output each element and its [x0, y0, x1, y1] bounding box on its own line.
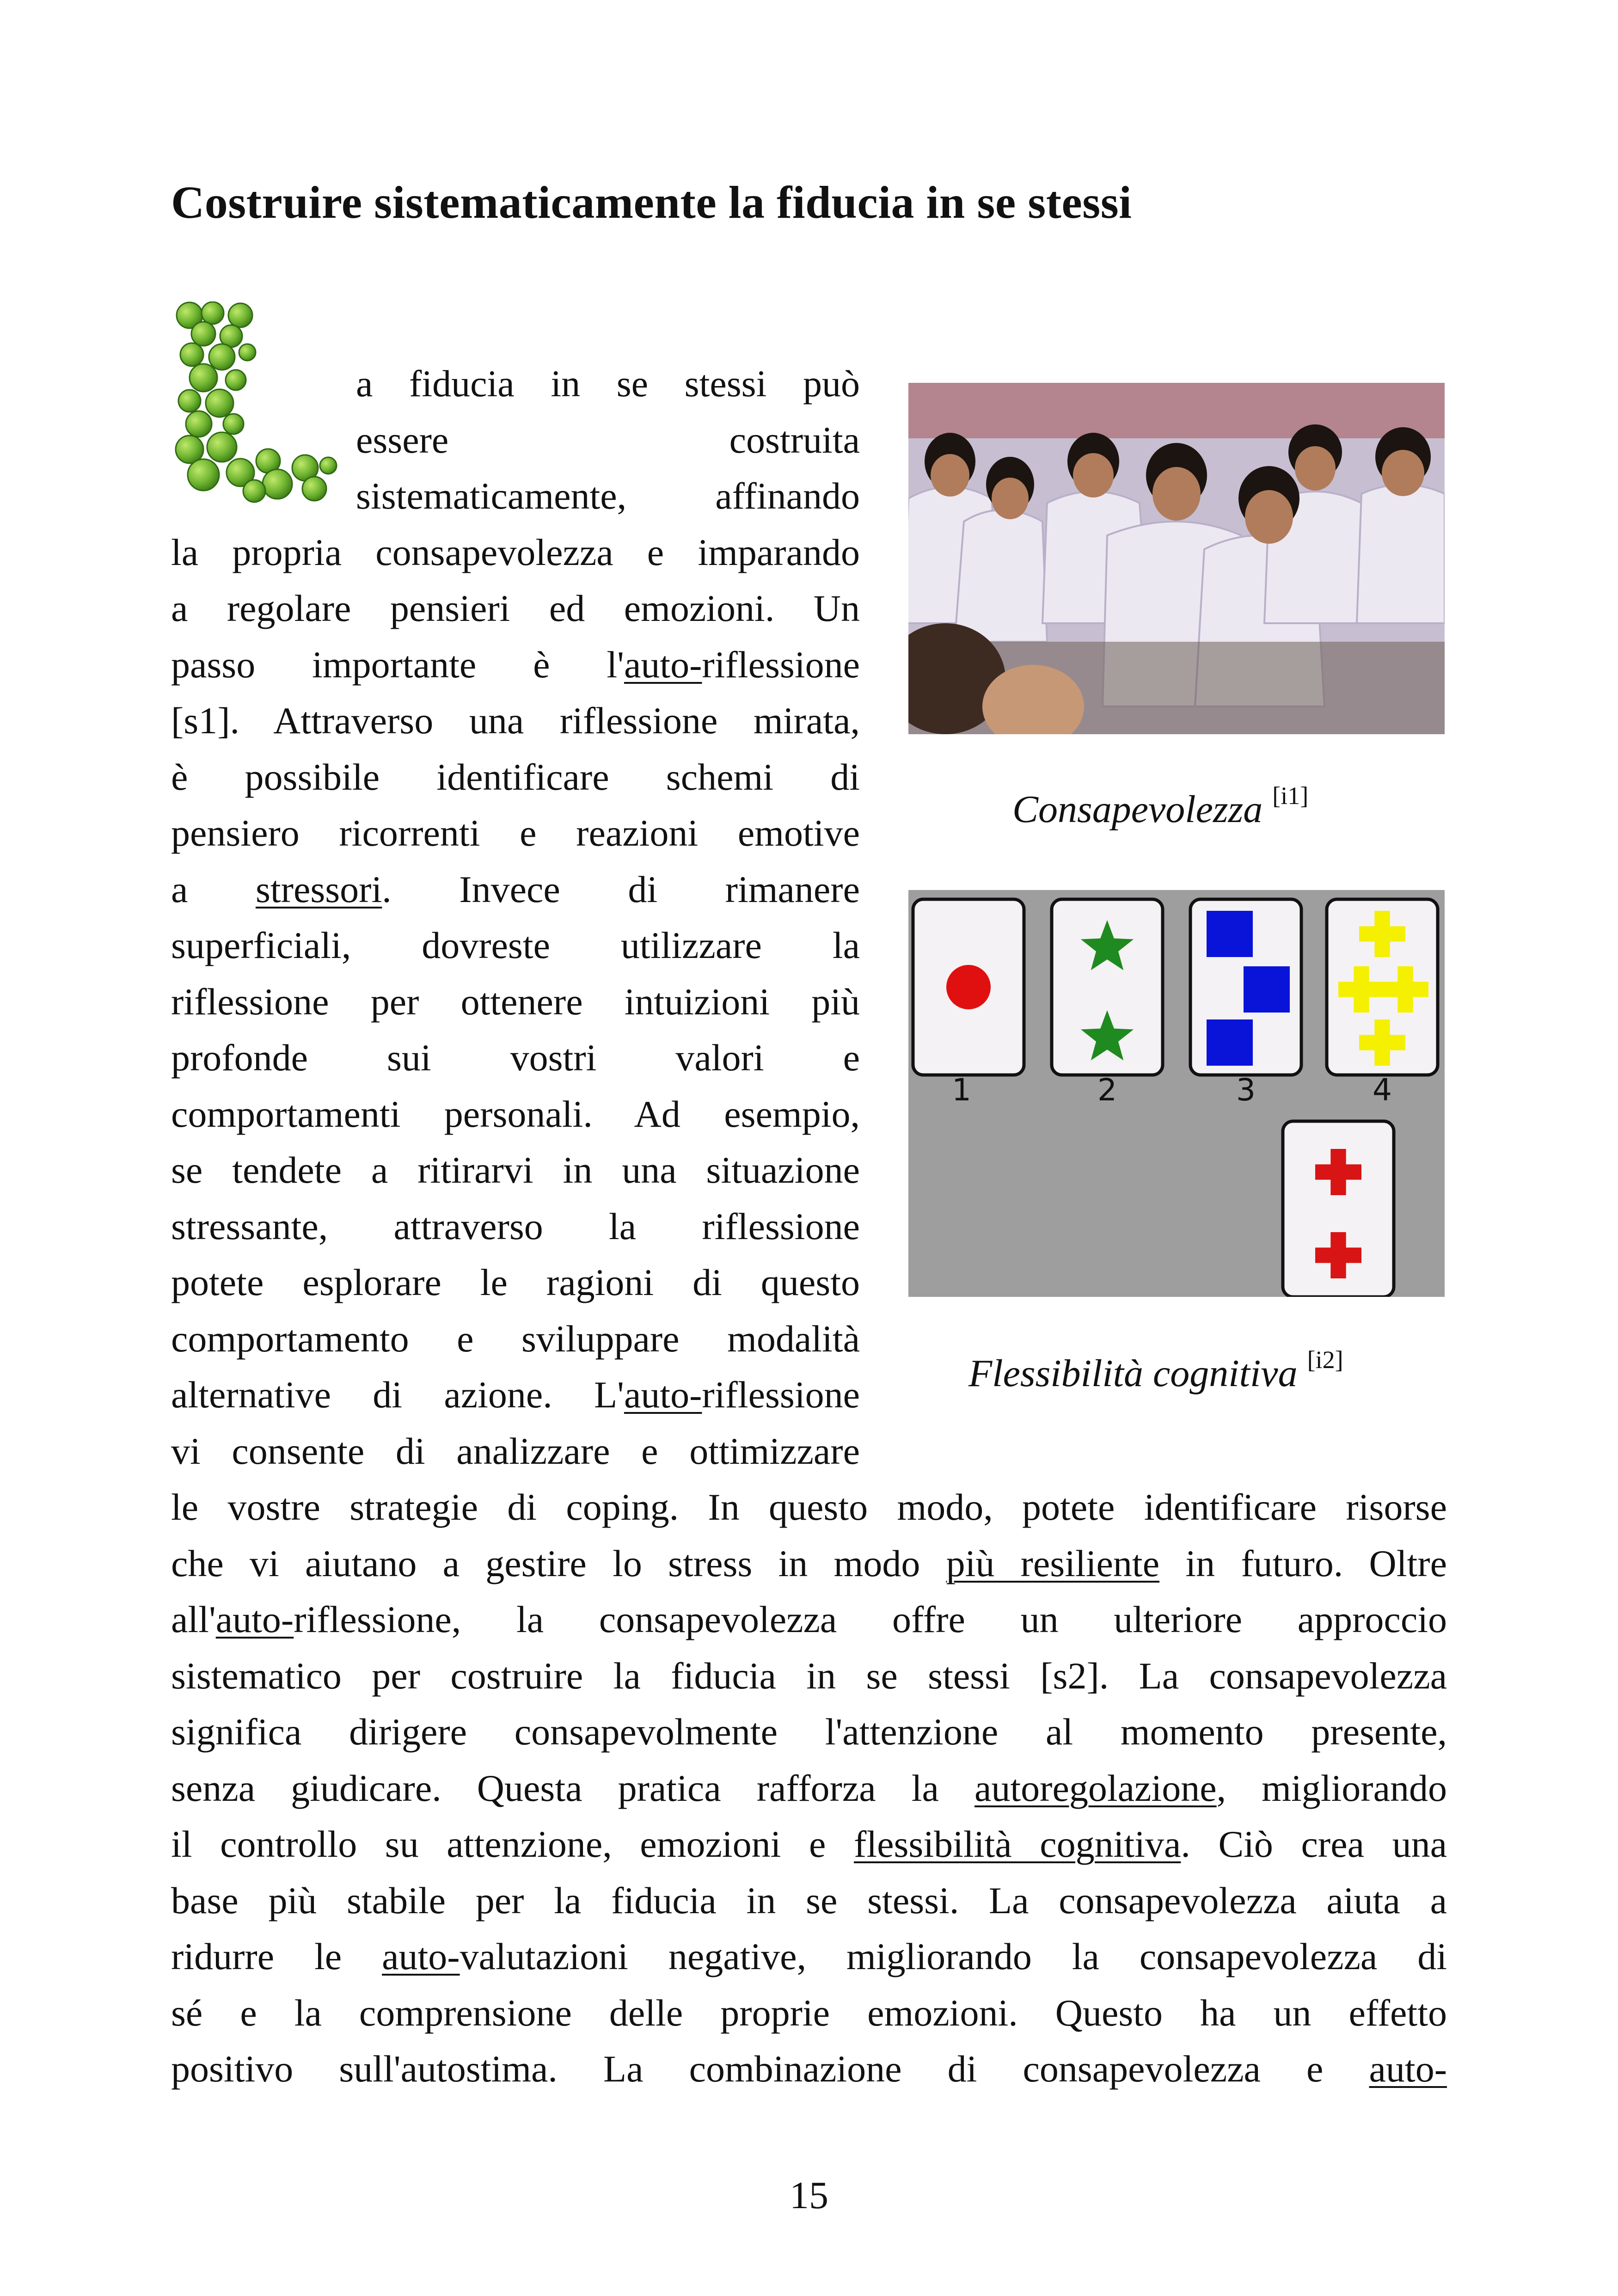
link-text[interactable]: autoregolazione	[974, 1767, 1217, 1809]
figure-2-caption-text: Flessibilità cognitiva	[968, 1352, 1298, 1395]
stimulus-card	[1283, 1121, 1394, 1297]
text-line: che vi aiutano a gestire lo stress in modo più resiliente in futuro. Oltre	[171, 1542, 1447, 1584]
drop-cap-letter-l	[171, 301, 337, 505]
square-shape	[1244, 966, 1290, 1013]
text-line: significa dirigere consapevolmente l'attenzione al momento presente,	[171, 1711, 1447, 1753]
text-line: a stressori. Invece di rimanere	[171, 868, 860, 910]
text-line: passo importante è l'auto-riflessione	[171, 643, 860, 686]
text-line: positivo sull'autostima. La combinazione di consapevolezza e auto-	[171, 2048, 1447, 2090]
text-line: a regolare pensieri ed emozioni. Un	[171, 587, 860, 629]
card-number-label: 1	[952, 1072, 971, 1108]
card-sorting-figure	[908, 890, 1445, 1297]
square-shape	[1207, 911, 1253, 957]
text-line: vi consente di analizzare e ottimizzare	[171, 1430, 860, 1472]
text-line: il controllo su attenzione, emozioni e flessibilità cognitiva. Ciò crea una	[171, 1823, 1447, 1865]
stimulus-card	[1052, 899, 1163, 1075]
stimulus-card	[913, 899, 1024, 1075]
square-shape	[1207, 1019, 1253, 1066]
text-line: all'auto-riflessione, la consapevolezza offre un ulteriore approccio	[171, 1598, 1447, 1640]
text-line: se tendete a ritirarvi in una situazione	[171, 1149, 860, 1191]
text-line: alternative di azione. L'auto-riflessione	[171, 1374, 860, 1416]
figure-1-reference: [i1]	[1272, 782, 1309, 810]
text-line: è possibile identificare schemi di	[171, 755, 860, 798]
stimulus-card	[1190, 899, 1301, 1075]
meditation-students-photo	[908, 383, 1445, 734]
card-number-label: 2	[1097, 1072, 1117, 1108]
text-line: base più stabile per la fiducia in se stessi. La consapevolezza aiuta a	[171, 1879, 1447, 1922]
text-line: sé e la comprensione delle proprie emozioni. Questo ha un effetto	[171, 1991, 1447, 2034]
link-text[interactable]: più resiliente	[946, 1542, 1160, 1584]
text-line: ridurre le auto-valutazioni negative, migliorando la consapevolezza di	[171, 1935, 1447, 1977]
link-text[interactable]: auto-	[215, 1598, 294, 1640]
text-line: pensiero ricorrenti e reazioni emotive	[171, 812, 860, 854]
text-line: sistematicamente, affinando	[356, 475, 860, 517]
text-line: potete esplorare le ragioni di questo	[171, 1261, 860, 1303]
text-line: le vostre strategie di coping. In questo modo, potete identificare risorse	[171, 1486, 1447, 1528]
text-line: la propria consapevolezza e imparando	[171, 531, 860, 573]
stimulus-card	[1327, 899, 1438, 1075]
text-line: stressante, attraverso la riflessione	[171, 1205, 860, 1247]
svg-text:L: L	[171, 301, 172, 302]
text-line: comportamento e sviluppare modalità	[171, 1317, 860, 1360]
link-text[interactable]: auto-	[624, 1374, 702, 1416]
circle-shape	[946, 965, 991, 1009]
figure-1-caption-text: Consapevolezza	[1012, 788, 1263, 831]
text-line: essere costruita	[356, 418, 860, 461]
text-line: senza giudicare. Questa pratica rafforza la autoregolazione, migliorando	[171, 1767, 1447, 1809]
card-number-label: 3	[1236, 1072, 1256, 1108]
link-text[interactable]: stressori	[255, 868, 382, 910]
link-text[interactable]: auto-	[624, 643, 702, 686]
text-line: [s1]. Attraverso una riflessione mirata,	[171, 700, 860, 742]
link-text[interactable]: auto-	[1369, 2048, 1447, 2090]
link-text[interactable]: flessibilità cognitiva	[854, 1823, 1181, 1865]
figure-1-caption	[1012, 782, 1309, 832]
text-line: sistematico per costruire la fiducia in se stessi [s2]. La consapevolezza	[171, 1654, 1447, 1697]
page-title: Costruire sistematicamente la fiducia in se stessi	[171, 177, 1132, 228]
text-line: superficiali, dovreste utilizzare la	[171, 924, 860, 966]
text-line: a fiducia in se stessi può	[356, 362, 860, 405]
figure-2-caption	[968, 1346, 1343, 1396]
text-line: profonde sui vostri valori e	[171, 1037, 860, 1079]
card-number-label: 4	[1373, 1072, 1392, 1108]
link-text[interactable]: auto-	[382, 1935, 460, 1977]
figure-2-reference: [i2]	[1307, 1346, 1343, 1374]
text-line: riflessione per ottenere intuizioni più	[171, 980, 860, 1023]
page-number: 15	[790, 2174, 828, 2217]
text-line: comportamenti personali. Ad esempio,	[171, 1093, 860, 1135]
